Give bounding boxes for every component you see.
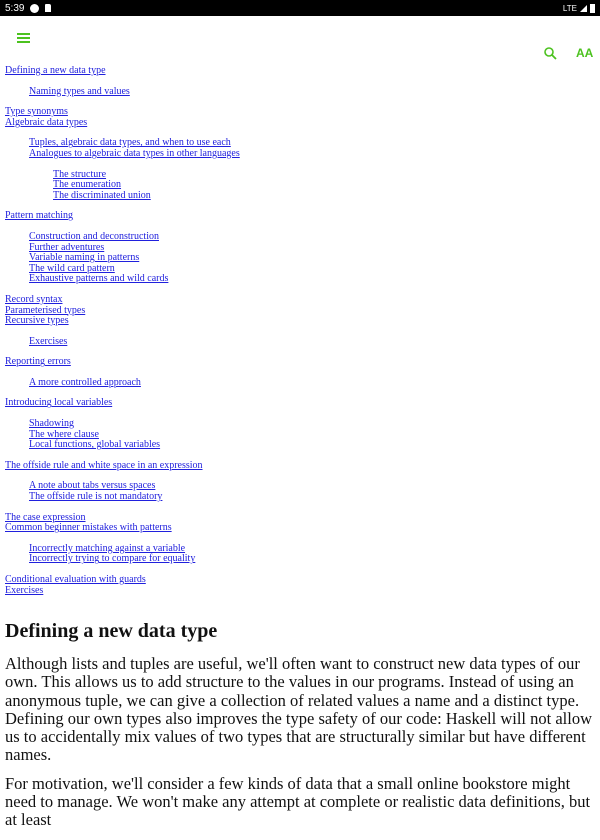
battery-icon	[590, 4, 595, 13]
toc-link[interactable]: Algebraic data types	[5, 116, 88, 128]
toc-link[interactable]: The enumeration	[53, 179, 122, 191]
toc-item	[29, 492, 595, 503]
toc-link[interactable]: Naming types and values	[29, 85, 130, 97]
toc-item	[5, 295, 595, 306]
toc-item	[5, 107, 595, 118]
toc-item	[53, 191, 595, 202]
toc-item	[5, 357, 595, 388]
toc-link[interactable]: Local functions, global variables	[29, 439, 161, 451]
toc-link[interactable]: The discriminated union	[53, 189, 151, 201]
sd-card-icon	[45, 4, 51, 12]
toc-link[interactable]: Analogues to algebraic data types in other languages	[29, 147, 240, 159]
toc-link[interactable]: Record syntax	[5, 293, 63, 305]
toc-link[interactable]: Common beginner mistakes with patterns	[5, 522, 172, 534]
toc-item	[5, 306, 595, 317]
toc-item	[29, 274, 595, 285]
clock: 5:39	[5, 2, 25, 14]
toc-link[interactable]: Construction and deconstruction	[29, 230, 159, 242]
toc-item	[5, 211, 595, 285]
toc-item	[5, 398, 595, 450]
app-bar	[0, 16, 600, 60]
toc-link[interactable]: Pattern matching	[5, 210, 74, 222]
toc-link[interactable]: Reporting errors	[5, 356, 71, 368]
toc-link[interactable]: A more controlled approach	[29, 376, 141, 388]
toc-item	[29, 440, 595, 451]
toc-link[interactable]: Defining a new data type	[5, 65, 106, 76]
toc-item	[5, 461, 595, 503]
toc-list	[5, 66, 595, 596]
toc-link[interactable]: A note about tabs versus spaces	[29, 480, 156, 492]
search-icon[interactable]	[544, 47, 557, 60]
toc-link[interactable]: The where clause	[29, 428, 99, 440]
toc-link[interactable]: Variable naming in patterns	[29, 252, 140, 264]
toc-link[interactable]: The case expression	[5, 511, 86, 523]
toc-link[interactable]: Tuples, algebraic data types, and when to use each	[29, 137, 231, 149]
toc-item	[29, 378, 595, 389]
toc-item	[5, 523, 595, 565]
paragraph: For motivation, we'll consider a few kinds of data that a small online bookstore might need to manage. We won't make any attempt at complete or realistic data definitions, but at least	[5, 773, 591, 830]
toc-link[interactable]: The offside rule is not mandatory	[29, 491, 163, 503]
toc-link[interactable]: Recursive types	[5, 315, 69, 327]
status-bar	[0, 0, 600, 16]
toc-list	[5, 419, 595, 451]
chapter-content	[5, 617, 595, 840]
table-of-contents	[5, 66, 595, 596]
toc-list	[5, 378, 595, 389]
toc-item	[5, 118, 595, 202]
toc-item	[5, 66, 595, 97]
toc-item	[29, 87, 595, 98]
toc-link[interactable]: Type synonyms	[5, 106, 68, 118]
toc-item	[5, 586, 595, 597]
toc-link[interactable]: The wild card pattern	[29, 262, 115, 274]
toc-item	[29, 554, 595, 565]
toc-link[interactable]: Introducing local variables	[5, 397, 113, 409]
signal-icon	[580, 5, 587, 12]
toc-link[interactable]: Incorrectly matching against a variable	[29, 542, 186, 554]
toc-list	[29, 170, 595, 202]
toc-item	[29, 232, 595, 243]
font-size-icon[interactable]: AA	[576, 46, 594, 60]
hamburger-menu-icon[interactable]	[17, 33, 30, 45]
toc-link[interactable]: Exhaustive patterns and wild cards	[29, 273, 169, 285]
toc-list	[5, 544, 595, 565]
network-type: LTE	[562, 3, 577, 13]
toc-link[interactable]: Conditional evaluation with guards	[5, 574, 146, 585]
toc-item	[53, 170, 595, 181]
toc-link[interactable]: Incorrectly trying to compare for equality	[29, 553, 196, 565]
toc-item	[29, 149, 595, 201]
toc-item	[29, 337, 595, 348]
paragraph: Although lists and tuples are useful, we'll often want to construct new data types of our own. This allows us to add structure to the values in our programs. Instead of using an anonymous tuple, we can give a collection of related values a name and a distinct type. Defining our own types also improves the type safety of our code: Haskell will not allow us to accidentally mix values of two types that are structurally similar but have different names.	[5, 654, 592, 765]
toc-link[interactable]: The structure	[53, 168, 107, 180]
toc-link[interactable]: Exercises	[5, 584, 44, 596]
toc-item	[29, 419, 595, 430]
toc-list	[5, 481, 595, 502]
toc-link[interactable]: Further adventures	[29, 241, 105, 253]
section-heading: Defining a new data type	[5, 620, 218, 642]
notification-icon	[30, 4, 39, 13]
toc-link[interactable]: Shadowing	[29, 418, 74, 430]
toc-item	[5, 316, 595, 347]
toc-list	[5, 337, 595, 348]
toc-item	[5, 575, 595, 586]
toc-list	[5, 138, 595, 201]
toc-link[interactable]: Exercises	[29, 335, 68, 347]
toc-link[interactable]: Parameterised types	[5, 304, 86, 316]
toc-list	[5, 232, 595, 285]
toc-list	[5, 87, 595, 98]
toc-link[interactable]: The offside rule and white space in an expression	[5, 459, 203, 471]
